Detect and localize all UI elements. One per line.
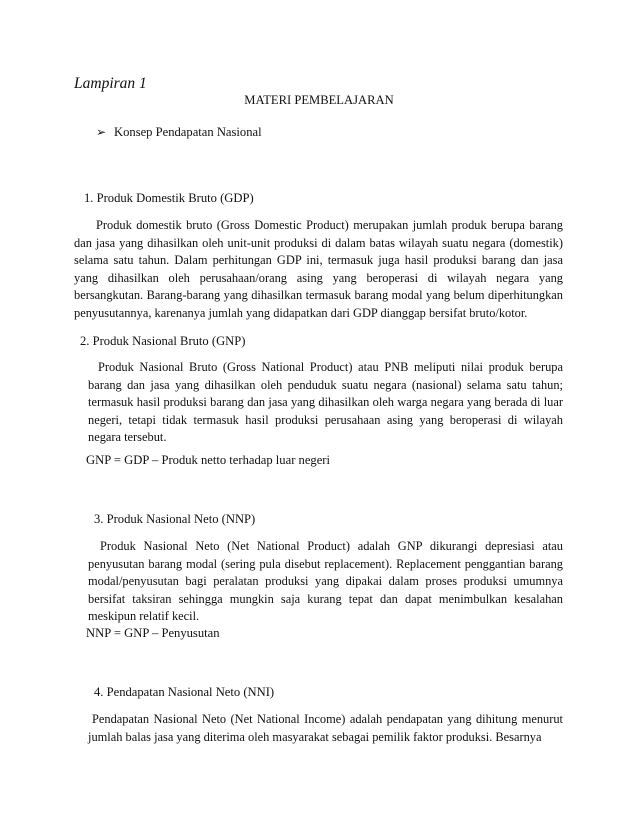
section-heading-nni: 4. Pendapatan Nasional Neto (NNI) — [94, 685, 275, 699]
appendix-label: Lampiran 1 — [74, 75, 147, 92]
formula-nnp: NNP = GNP – Penyusutan — [86, 626, 220, 640]
topic-label: Konsep Pendapatan Nasional — [114, 125, 262, 139]
section-heading-gdp: 1. Produk Domestik Bruto (GDP) — [84, 191, 254, 205]
section-body-gdp: Produk domestik bruto (Gross Domestic Product) merupakan jumlah produk berupa barang dan jasa yang dihasilkan oleh unit-unit produksi di dalam batas wilayah suatu negara (domestik) selama satu tahun. Dalam perhitungan GDP ini, termasuk juga hasil produksi barang dan jasa yang dihasilkan oleh perusahaan/orang asing yang beroperasi di wilayah negara yang bersangkutan. Barang-barang yang dihasilkan termasuk barang modal yang belum diperhitungkan penyusutannya, karenanya jumlah yang didapatkan dari GDP dianggap bersifat bruto/kotor. — [74, 218, 563, 320]
section-body-nni: Pendapatan Nasional Neto (Net National Income) adalah pendapatan yang dihitung menurut jumlah balas jasa yang diterima oleh masyarakat sebagai pemilik faktor produksi. Besarnya — [88, 712, 563, 744]
section-heading-nnp: 3. Produk Nasional Neto (NNP) — [94, 512, 256, 526]
formula-gnp: GNP = GDP – Produk netto terhadap luar negeri — [86, 453, 331, 467]
section-body-nnp: Produk Nasional Neto (Net National Product) adalah GNP dikurangi depresiasi atau penyusutan barang modal (sering pula disebut replacement). Replacement penggantian barang modal/penyusutan bagi peralatan produksi yang dipakai dalam proses produksi umumnya bersifat taksiran sehingga mungkin saja kurang tepat dan dapat menimbulkan kesalahan meskipun relatif kecil. — [88, 539, 563, 624]
arrow-bullet-icon: ➢ — [96, 125, 107, 139]
section-body-gnp: Produk Nasional Bruto (Gross National Product) atau PNB meliputi nilai produk berupa barang dan jasa yang dihasilkan oleh penduduk suatu negara (nasional) selama satu tahun; termasuk hasil produksi barang dan jasa yang dihasilkan oleh warga negara yang berada di luar negeri, tetapi tidak termasuk hasil produksi perusahaan asing yang beroperasi di wilayah negara tersebut. — [88, 360, 563, 445]
topic-bullet — [96, 124, 262, 140]
page-title: MATERI PEMBELAJARAN — [244, 93, 394, 107]
section-heading-gnp: 2. Produk Nasional Bruto (GNP) — [80, 334, 246, 348]
